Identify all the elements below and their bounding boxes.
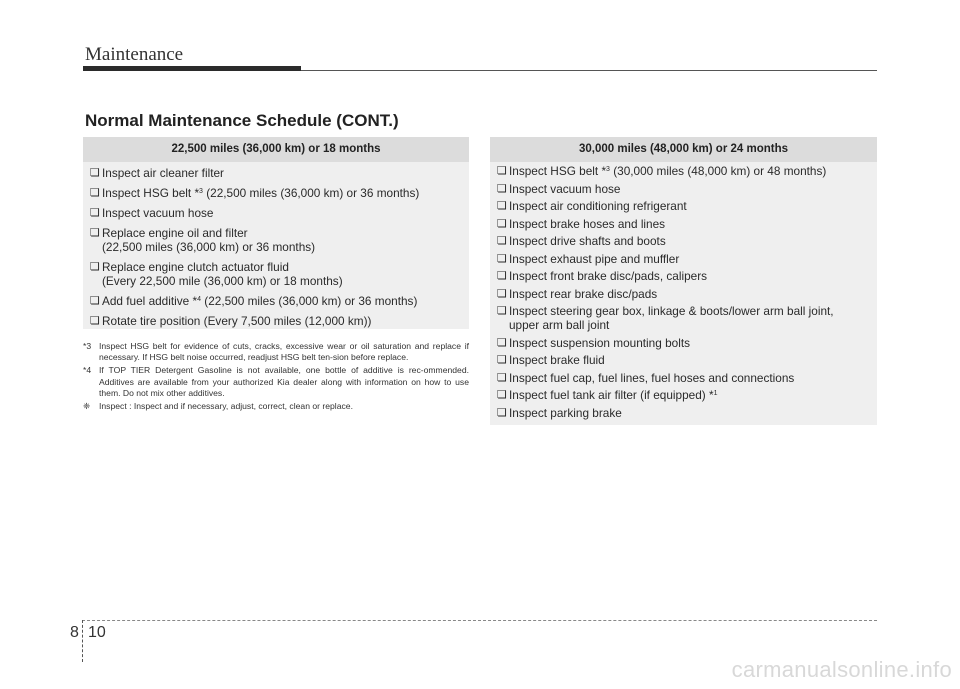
checklist-item-text: Inspect rear brake disc/pads [509,286,658,301]
checklist-item-text: Inspect brake hoses and lines [509,216,666,231]
checklist-item [497,164,877,178]
checklist-item [90,314,469,328]
checkbox-icon: ❏ [497,305,507,317]
footnote-ref: 4 [197,296,202,303]
footnote-text: Inspect HSG belt for evidence of cuts, cracks, excessive wear or oil saturation and replace if necessary. If HSG belt noise occurred, readjust HSG belt ten-sion before replace. [99,341,469,363]
section-title: Normal Maintenance Schedule (CONT.) [85,111,399,130]
left-panel-heading: 22,500 miles (36,000 km) or 18 months [83,137,469,162]
checklist-item-text: Inspect HSG belt *$^3$ (30,000 miles (48,000 km) or 48 months) [509,164,827,178]
checklist-item-detail: upper arm ball joint [509,318,610,332]
checkbox-icon: ❏ [90,227,100,239]
right-schedule-panel [490,137,877,425]
checkbox-icon: ❏ [497,252,507,265]
left-schedule-panel [83,137,469,329]
checkbox-icon: ❏ [497,200,507,212]
footnote-marker: ❈ [83,401,91,412]
checklist-item [497,371,877,385]
checklist-item [90,206,469,220]
page-number-divider [82,620,83,662]
checklist-item-text: Inspect drive shafts and boots [509,234,666,248]
checkbox-icon: ❏ [90,207,100,219]
checklist-item-text: Inspect fuel tank air filter (if equipped) *$^1$ [509,388,718,402]
footnote [83,341,469,363]
checklist-item [497,287,877,301]
checklist-item [90,294,469,308]
checklist-item [497,199,877,213]
checklist-item-text: Inspect front brake disc/pads, calipers [509,269,708,283]
checklist-item-text: Replace engine clutch actuator fluid (Every 22,500 mile (36,000 km) or 18 months) [102,260,469,288]
checklist-item-text: Inspect vacuum hose [102,206,214,220]
checklist-item [497,388,877,402]
checklist-item [497,217,877,231]
checklist-item [497,252,877,266]
checkbox-icon: ❏ [90,167,100,179]
footnote-text: If TOP TIER Detergent Gasoline is not available, one bottle of additive is rec-ommended. Additives are available from your authorized Kia dealer along with information on how to use them. Do not mix other additives. [99,365,469,398]
checklist-item-detail: (22,500 miles (36,000 km) or 36 months) [102,240,316,254]
checklist-item-text: Inspect exhaust pipe and muffler [509,251,680,266]
footnote-marker: *3 [83,341,92,351]
header-rule-thin [301,70,877,71]
footnotes [83,341,469,414]
checklist-item-text: Inspect vacuum hose [509,181,621,196]
checklist-item [497,336,877,350]
checklist-item [90,260,469,288]
header-rule-thick [83,66,301,71]
checklist-item-text: Inspect air cleaner filter [102,166,224,180]
checklist-item-text: Inspect air conditioning refrigerant [509,199,687,213]
checklist-item-text: Inspect parking brake [509,405,622,420]
footnote-ref: 3 [606,166,610,173]
checkbox-icon: ❏ [497,354,507,366]
page-number: 10 [88,624,106,641]
checklist-item-text: Inspect fuel cap, fuel lines, fuel hoses and connections [509,370,795,385]
footnote-ref: 1 [713,390,718,397]
checkbox-icon: ❏ [497,371,507,384]
right-panel-heading: 30,000 miles (48,000 km) or 24 months [490,137,877,162]
checklist-item [90,226,469,254]
checkbox-icon: ❏ [90,295,100,307]
chapter-number: 8 [70,624,79,641]
checkbox-icon: ❏ [90,261,100,273]
left-panel-items [83,162,469,328]
footnote [83,401,469,412]
checklist-item-detail: (Every 22,500 mile (36,000 km) or 18 months) [102,274,343,288]
checkbox-icon: ❏ [90,187,100,199]
checklist-item-text: Rotate tire position (Every 7,500 miles (12,000 km)) [102,314,372,328]
checklist-item [497,304,877,332]
checklist-item [497,234,877,248]
checklist-item-text: Inspect brake fluid [509,353,605,367]
checkbox-icon: ❏ [497,406,507,419]
checkbox-icon: ❏ [497,217,507,230]
checklist-item [90,166,469,180]
checkbox-icon: ❏ [497,165,507,177]
checkbox-icon: ❏ [497,287,507,300]
right-panel-items [490,162,877,420]
checkbox-icon: ❏ [497,182,507,195]
footer-rule [82,620,877,621]
checklist-item [497,269,877,283]
page-header-title: Maintenance [85,44,184,65]
checkbox-icon: ❏ [497,235,507,247]
checklist-item-text: Add fuel additive *$^4$ (22,500 miles (36,000 km) or 36 months) [102,294,418,308]
checklist-item [497,182,877,196]
footnote-marker: *4 [83,365,92,376]
checkbox-icon: ❏ [497,270,507,282]
checklist-item-text: Replace engine oil and filter (22,500 miles (36,000 km) or 36 months) [102,226,469,254]
checklist-item-text: Inspect suspension mounting bolts [509,335,690,350]
checklist-item-text: Inspect HSG belt *$^3$ (22,500 miles (36,000 km) or 36 months) [102,186,420,200]
checklist-item [497,406,877,420]
checkbox-icon: ❏ [497,336,507,349]
checklist-item-text: Inspect steering gear box, linkage & boots/lower arm ball joint, upper arm ball joint [509,304,877,332]
footnote-ref: 3 [199,188,203,195]
watermark: carmanualsonline.info [731,657,952,682]
checklist-item [90,186,469,200]
checkbox-icon: ❏ [497,389,507,401]
footnote-text: Inspect : Inspect and if necessary, adjust, correct, clean or replace. [99,401,353,412]
checkbox-icon: ❏ [90,315,100,327]
checklist-item [497,353,877,367]
footnote [83,365,469,399]
